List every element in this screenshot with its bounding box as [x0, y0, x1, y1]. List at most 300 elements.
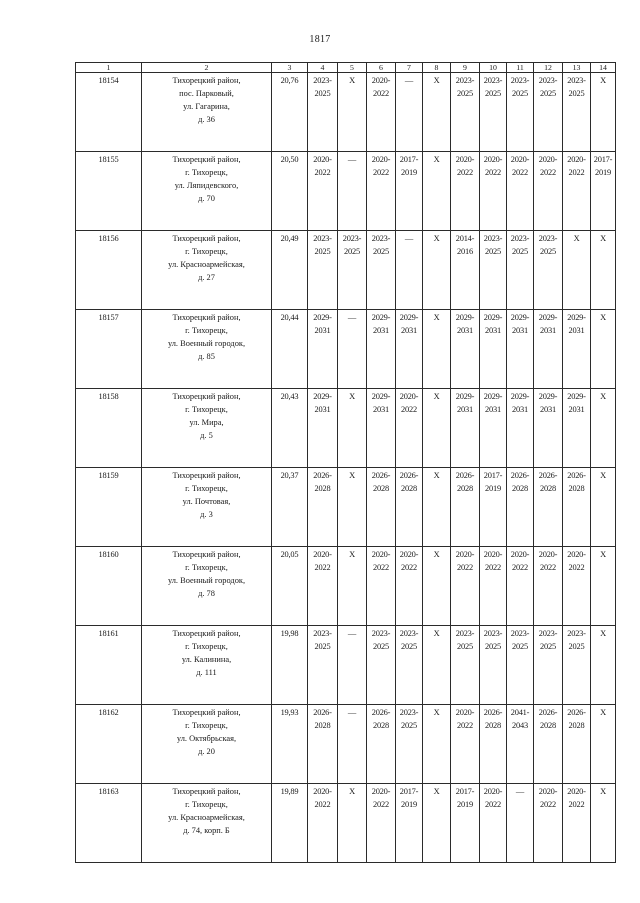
period-col-12-cell [534, 784, 563, 863]
period-col-11-cell [507, 468, 534, 547]
col-5-cell [338, 152, 367, 231]
record-number-value: 18157 [98, 313, 119, 322]
period-col-7-cell [396, 152, 423, 231]
address-cell [142, 231, 272, 310]
period-col-12-value: 2026- 2028 [538, 471, 558, 494]
period-col-10-cell [480, 468, 507, 547]
area-value: 20,49 [280, 234, 299, 243]
period-col-4-cell [308, 784, 338, 863]
period-col-10-cell [480, 547, 507, 626]
period-col-13-cell [563, 705, 591, 784]
area-value: 19,93 [280, 708, 299, 717]
period-col-13-value: 2023- 2025 [567, 76, 586, 99]
period-col-13-cell [563, 231, 591, 310]
col-14-cell [591, 152, 616, 231]
period-col-6-value: 2020- 2022 [371, 787, 391, 810]
col-14-value: X [600, 629, 606, 638]
period-col-13-value: 2029- 2031 [567, 392, 586, 415]
record-number-value: 18158 [98, 392, 119, 401]
col-5-cell [338, 231, 367, 310]
period-col-12-cell [534, 547, 563, 626]
period-col-13-cell [563, 389, 591, 468]
record-number-value: 18154 [98, 76, 119, 85]
period-col-12-value: 2029- 2031 [538, 392, 558, 415]
address-cell [142, 73, 272, 152]
area-value: 20,43 [280, 392, 299, 401]
period-col-10-cell [480, 705, 507, 784]
period-col-10-cell [480, 231, 507, 310]
col-5-cell [338, 547, 367, 626]
col-14-value: X [600, 392, 606, 401]
period-col-11-value: 2023- 2025 [510, 76, 530, 99]
period-col-12-value: 2020- 2022 [538, 155, 558, 178]
period-col-7-value: 2026- 2028 [399, 471, 419, 494]
period-col-13-cell [563, 784, 591, 863]
period-col-12-value: 2020- 2022 [538, 550, 558, 573]
period-col-9-value: 2020- 2022 [455, 708, 475, 731]
period-col-11-cell [507, 547, 534, 626]
record-number-value: 18162 [98, 708, 119, 717]
period-col-4-value: 2020- 2022 [313, 155, 332, 178]
col-8-value: X [433, 313, 440, 322]
period-col-7-cell [396, 784, 423, 863]
period-col-6-value: 2026- 2028 [371, 708, 391, 731]
record-number-cell [76, 547, 142, 626]
period-col-9-value: 2023- 2025 [455, 76, 475, 99]
col-14-value: X [600, 550, 606, 559]
table-row [76, 626, 616, 705]
period-col-6-value: 2023- 2025 [371, 629, 391, 652]
period-col-4-cell [308, 547, 338, 626]
col-8-value: X [433, 76, 440, 85]
area-value: 19,98 [280, 629, 299, 638]
period-col-11-cell [507, 231, 534, 310]
period-col-12-value: 2023- 2025 [538, 76, 558, 99]
address-value: Тихорецкий район, г. Тихорецк, ул. Красноармейская, д. 74, корп. Б [168, 787, 245, 836]
period-col-13-value: 2020- 2022 [567, 787, 586, 810]
address-value: Тихорецкий район, г. Тихорецк, ул. Красноармейская, д. 27 [168, 234, 245, 283]
col-14-cell [591, 784, 616, 863]
col-5-value: — [347, 629, 357, 638]
period-col-10-value: 2023- 2025 [483, 629, 503, 652]
period-col-12-cell [534, 73, 563, 152]
col-8-value: X [433, 787, 440, 796]
period-col-11-cell [507, 310, 534, 389]
col-5-value: X [349, 471, 355, 480]
period-col-9-cell [451, 152, 480, 231]
col-14-value: 2017- 2019 [593, 155, 613, 178]
table-row [76, 389, 616, 468]
period-col-10-value: 2026- 2028 [483, 708, 503, 731]
col-8-value: X [433, 708, 440, 717]
col-5-value: X [349, 787, 355, 796]
period-col-6-cell [367, 231, 396, 310]
period-col-6-cell [367, 73, 396, 152]
record-number-value: 18156 [98, 234, 119, 243]
period-col-7-cell [396, 73, 423, 152]
period-col-11-cell [507, 705, 534, 784]
period-col-6-value: 2023- 2025 [371, 234, 391, 257]
period-col-9-value: 2017- 2019 [455, 787, 475, 810]
area-value: 20,76 [280, 76, 299, 85]
period-col-4-value: 2026- 2028 [313, 708, 332, 731]
period-col-4-cell [308, 468, 338, 547]
record-number-cell [76, 389, 142, 468]
area-value: 20,44 [280, 313, 299, 322]
table-row [76, 152, 616, 231]
period-col-11-value: — [515, 787, 525, 796]
period-col-13-cell [563, 73, 591, 152]
period-col-11-value: 2023- 2025 [510, 234, 530, 257]
period-col-13-cell [563, 152, 591, 231]
record-number-cell [76, 152, 142, 231]
period-col-10-value: 2020- 2022 [483, 550, 503, 573]
period-col-6-cell [367, 784, 396, 863]
period-col-6-cell [367, 626, 396, 705]
period-col-11-value: 2020- 2022 [510, 155, 530, 178]
period-col-6-cell [367, 152, 396, 231]
col-8-value: X [433, 471, 440, 480]
col-8-value: X [433, 155, 440, 164]
address-cell [142, 310, 272, 389]
period-col-7-value: 2017- 2019 [399, 787, 419, 810]
period-col-13-value: 2026- 2028 [567, 708, 586, 731]
period-col-9-value: 2023- 2025 [455, 629, 475, 652]
period-col-11-value: 2041- 2043 [510, 708, 530, 731]
period-col-4-cell [308, 705, 338, 784]
period-col-4-value: 2023- 2025 [313, 76, 332, 99]
col-5-cell [338, 468, 367, 547]
area-cell [272, 73, 308, 152]
record-number-cell [76, 231, 142, 310]
period-col-7-cell [396, 547, 423, 626]
address-value: Тихорецкий район, г. Тихорецк, ул. Военный городок, д. 85 [167, 313, 246, 362]
area-cell [272, 231, 308, 310]
col-5-value: 2023- 2025 [342, 234, 362, 257]
period-col-13-cell [563, 310, 591, 389]
col-8-cell [423, 468, 451, 547]
address-cell [142, 468, 272, 547]
col-14-cell [591, 705, 616, 784]
col-8-cell [423, 231, 451, 310]
col-14-value: X [600, 708, 606, 717]
period-col-6-value: 2020- 2022 [371, 550, 391, 573]
period-col-9-cell [451, 784, 480, 863]
col-5-value: X [349, 76, 355, 85]
col-8-cell [423, 705, 451, 784]
period-col-4-cell [308, 231, 338, 310]
period-col-10-value: 2023- 2025 [483, 76, 503, 99]
table-row [76, 547, 616, 626]
period-col-10-cell [480, 784, 507, 863]
period-col-6-value: 2026- 2028 [371, 471, 391, 494]
period-col-9-value: 2026- 2028 [455, 471, 475, 494]
period-col-12-cell [534, 231, 563, 310]
area-cell [272, 705, 308, 784]
column-header: 10 [480, 63, 507, 73]
area-cell [272, 310, 308, 389]
period-col-9-value: 2020- 2022 [455, 155, 475, 178]
column-header: 13 [563, 63, 591, 73]
period-col-6-value: 2029- 2031 [371, 392, 391, 415]
period-col-13-value: 2026- 2028 [567, 471, 586, 494]
area-cell [272, 468, 308, 547]
period-col-6-cell [367, 705, 396, 784]
period-col-7-cell [396, 310, 423, 389]
period-col-10-value: 2017- 2019 [483, 471, 503, 494]
table-row [76, 73, 616, 152]
address-value: Тихорецкий район, г. Тихорецк, ул. Почтовая, д. 3 [172, 471, 241, 520]
col-5-cell [338, 784, 367, 863]
period-col-7-value: 2023- 2025 [399, 629, 419, 652]
period-col-12-value: 2023- 2025 [538, 629, 558, 652]
col-14-cell [591, 389, 616, 468]
period-col-10-value: 2029- 2031 [483, 313, 503, 336]
period-col-13-value: 2023- 2025 [567, 629, 586, 652]
period-col-4-value: 2029- 2031 [313, 392, 332, 415]
table-row [76, 468, 616, 547]
col-14-value: X [600, 234, 606, 243]
period-col-7-cell [396, 705, 423, 784]
record-number-value: 18163 [98, 787, 119, 796]
period-col-4-value: 2020- 2022 [313, 550, 332, 573]
address-value: Тихорецкий район, пос. Парковый, ул. Гагарина, д. 36 [172, 76, 241, 125]
area-value: 20,05 [280, 550, 299, 559]
area-cell [272, 152, 308, 231]
period-col-12-cell [534, 468, 563, 547]
table-row [76, 310, 616, 389]
address-cell [142, 626, 272, 705]
col-14-value: X [600, 313, 606, 322]
address-value: Тихорецкий район, г. Тихорецк, ул. Октябрьская, д. 20 [172, 708, 241, 757]
record-number-cell [76, 784, 142, 863]
record-number-value: 18159 [98, 471, 119, 480]
col-14-cell [591, 468, 616, 547]
area-cell [272, 784, 308, 863]
col-5-value: — [347, 155, 357, 164]
period-col-7-value: 2020- 2022 [399, 550, 419, 573]
period-col-12-value: 2023- 2025 [538, 234, 558, 257]
col-8-cell [423, 389, 451, 468]
col-14-cell [591, 626, 616, 705]
period-col-6-cell [367, 389, 396, 468]
period-col-10-cell [480, 73, 507, 152]
period-col-4-value: 2023- 2025 [313, 234, 332, 257]
period-col-13-value: 2020- 2022 [567, 550, 586, 573]
period-col-10-value: 2023- 2025 [483, 234, 503, 257]
record-number-cell [76, 626, 142, 705]
period-col-6-cell [367, 310, 396, 389]
col-8-cell [423, 626, 451, 705]
period-col-10-value: 2020- 2022 [483, 155, 503, 178]
record-number-cell [76, 73, 142, 152]
col-14-value: X [600, 76, 606, 85]
column-header: 2 [142, 63, 272, 73]
period-col-7-value: 2023- 2025 [399, 708, 419, 731]
period-col-12-value: 2029- 2031 [538, 313, 558, 336]
address-cell [142, 784, 272, 863]
period-col-7-cell [396, 231, 423, 310]
col-5-cell [338, 73, 367, 152]
period-col-12-cell [534, 310, 563, 389]
period-col-10-cell [480, 389, 507, 468]
period-col-12-value: 2020- 2022 [538, 787, 558, 810]
col-5-cell [338, 705, 367, 784]
period-col-10-value: 2029- 2031 [483, 392, 503, 415]
col-5-cell [338, 389, 367, 468]
period-col-9-value: 2029- 2031 [455, 392, 475, 415]
col-8-cell [423, 152, 451, 231]
column-header: 11 [507, 63, 534, 73]
period-col-9-cell [451, 73, 480, 152]
area-value: 20,50 [280, 155, 299, 164]
col-5-cell [338, 626, 367, 705]
column-header: 6 [367, 63, 396, 73]
address-cell [142, 705, 272, 784]
period-col-11-cell [507, 73, 534, 152]
record-number-value: 18160 [98, 550, 119, 559]
col-5-value: X [349, 550, 355, 559]
area-cell [272, 547, 308, 626]
period-col-4-cell [308, 389, 338, 468]
period-col-12-cell [534, 152, 563, 231]
period-col-10-cell [480, 310, 507, 389]
period-col-11-value: 2029- 2031 [510, 313, 530, 336]
period-col-12-cell [534, 626, 563, 705]
period-col-13-value: 2029- 2031 [567, 313, 586, 336]
period-col-10-cell [480, 626, 507, 705]
record-number-cell [76, 310, 142, 389]
period-col-11-cell [507, 784, 534, 863]
col-5-value: — [347, 708, 357, 717]
period-col-4-value: 2026- 2028 [313, 471, 332, 494]
column-header: 3 [272, 63, 308, 73]
period-col-11-value: 2020- 2022 [510, 550, 530, 573]
col-8-cell [423, 73, 451, 152]
period-col-6-value: 2020- 2022 [371, 155, 391, 178]
table-row [76, 231, 616, 310]
period-col-9-value: 2020- 2022 [455, 550, 475, 573]
record-number-value: 18161 [98, 629, 119, 638]
period-col-7-value: 2017- 2019 [399, 155, 419, 178]
housing-register-table [75, 62, 616, 863]
col-8-cell [423, 784, 451, 863]
address-value: Тихорецкий район, г. Тихорецк, ул. Военный городок, д. 78 [167, 550, 246, 599]
period-col-6-cell [367, 468, 396, 547]
column-header: 8 [423, 63, 451, 73]
col-5-cell [338, 310, 367, 389]
period-col-9-value: 2029- 2031 [455, 313, 475, 336]
column-header: 14 [591, 63, 616, 73]
period-col-12-cell [534, 389, 563, 468]
column-header: 12 [534, 63, 563, 73]
period-col-4-value: 2020- 2022 [313, 787, 332, 810]
period-col-13-value: 2020- 2022 [567, 155, 586, 178]
column-header: 5 [338, 63, 367, 73]
period-col-4-value: 2023- 2025 [313, 629, 332, 652]
period-col-4-cell [308, 310, 338, 389]
col-14-cell [591, 231, 616, 310]
area-value: 20,37 [280, 471, 299, 480]
period-col-7-cell [396, 389, 423, 468]
column-header: 4 [308, 63, 338, 73]
period-col-11-value: 2029- 2031 [510, 392, 530, 415]
column-header: 1 [76, 63, 142, 73]
col-8-value: X [433, 234, 440, 243]
period-col-10-cell [480, 152, 507, 231]
column-header: 9 [451, 63, 480, 73]
period-col-11-cell [507, 626, 534, 705]
address-value: Тихорецкий район, г. Тихорецк, ул. Калинина, д. 111 [172, 629, 241, 678]
period-col-6-value: 2020- 2022 [371, 76, 391, 99]
column-header: 7 [396, 63, 423, 73]
period-col-12-value: 2026- 2028 [538, 708, 558, 731]
period-col-12-cell [534, 705, 563, 784]
table-row [76, 705, 616, 784]
period-col-9-cell [451, 310, 480, 389]
col-5-value: X [349, 392, 355, 401]
column-number-row [76, 63, 616, 73]
period-col-7-cell [396, 626, 423, 705]
period-col-13-cell [563, 547, 591, 626]
record-number-cell [76, 705, 142, 784]
col-8-value: X [433, 550, 440, 559]
period-col-10-value: 2020- 2022 [483, 787, 503, 810]
period-col-7-value: 2020- 2022 [399, 392, 419, 415]
period-col-7-cell [396, 468, 423, 547]
period-col-7-value: — [404, 76, 414, 85]
col-8-value: X [433, 629, 440, 638]
address-cell [142, 547, 272, 626]
period-col-11-value: 2023- 2025 [510, 629, 530, 652]
period-col-11-value: 2026- 2028 [510, 471, 530, 494]
period-col-4-cell [308, 152, 338, 231]
period-col-9-cell [451, 705, 480, 784]
area-cell [272, 626, 308, 705]
col-8-value: X [433, 392, 440, 401]
period-col-4-cell [308, 73, 338, 152]
period-col-7-value: 2029- 2031 [399, 313, 419, 336]
period-col-11-cell [507, 152, 534, 231]
col-8-cell [423, 310, 451, 389]
period-col-7-value: — [404, 234, 414, 243]
period-col-9-cell [451, 231, 480, 310]
period-col-9-cell [451, 626, 480, 705]
address-value: Тихорецкий район, г. Тихорецк, ул. Мира, д. 5 [172, 392, 241, 441]
col-14-value: X [600, 787, 606, 796]
col-14-cell [591, 547, 616, 626]
col-14-cell [591, 310, 616, 389]
period-col-11-cell [507, 389, 534, 468]
col-5-value: — [347, 313, 357, 322]
col-14-cell [591, 73, 616, 152]
page-number: 1817 [309, 34, 331, 45]
address-cell [142, 389, 272, 468]
period-col-6-value: 2029- 2031 [371, 313, 391, 336]
address-cell [142, 152, 272, 231]
period-col-4-cell [308, 626, 338, 705]
period-col-9-value: 2014- 2016 [455, 234, 475, 257]
period-col-4-value: 2029- 2031 [313, 313, 332, 336]
table-row [76, 784, 616, 863]
col-14-value: X [600, 471, 606, 480]
record-number-cell [76, 468, 142, 547]
period-col-9-cell [451, 389, 480, 468]
period-col-6-cell [367, 547, 396, 626]
period-col-9-cell [451, 547, 480, 626]
col-8-cell [423, 547, 451, 626]
address-value: Тихорецкий район, г. Тихорецк, ул. Ляпидевского, д. 70 [172, 155, 241, 204]
